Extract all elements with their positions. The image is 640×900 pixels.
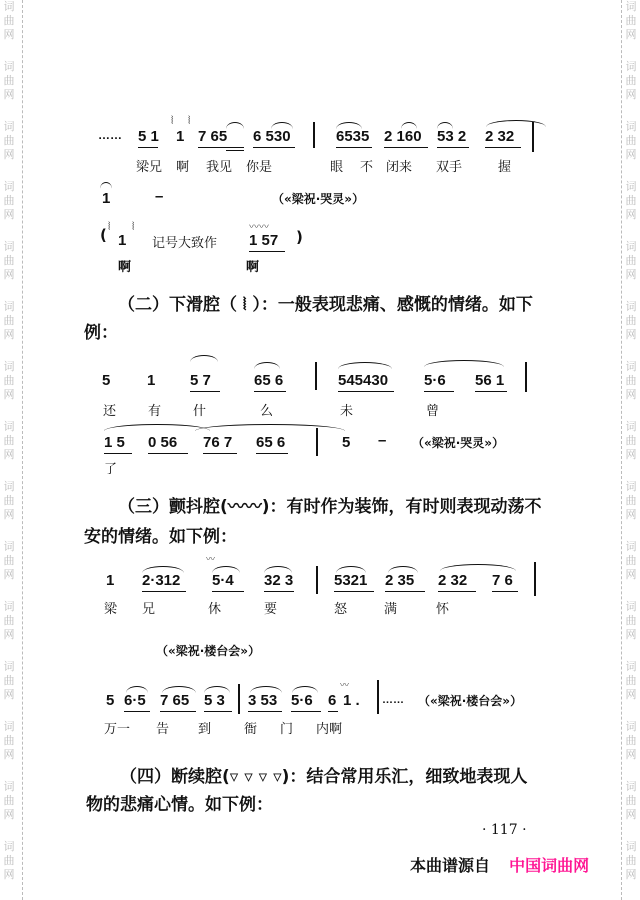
notes: 6 530: [253, 128, 291, 145]
watermark: 词 曲 网: [625, 420, 637, 461]
watermark: 词 曲 网: [625, 480, 637, 521]
watermark: 词 曲 网: [625, 0, 637, 41]
watermark: 词 曲 网: [3, 600, 15, 641]
watermark: 词 曲 网: [625, 240, 637, 281]
notes: 5 1: [138, 128, 159, 145]
wave-icon: 〰〰: [249, 222, 269, 233]
watermark: 词 曲 网: [3, 120, 15, 161]
right-margin: [621, 0, 640, 900]
watermark: 词 曲 网: [3, 420, 15, 461]
watermark: 词 曲 网: [625, 300, 637, 341]
trill-icon: ⦚: [188, 114, 191, 127]
watermark: 词 曲 网: [3, 480, 15, 521]
trill-icon: ⦚: [171, 114, 174, 127]
watermark: 词 曲 网: [3, 0, 15, 41]
notes: 1: [176, 128, 185, 145]
watermark: 词 曲 网: [625, 540, 637, 581]
trill-icon: ⦚: [108, 220, 111, 233]
ellipsis: ……: [98, 128, 122, 142]
watermark: 词 曲 网: [3, 660, 15, 701]
page-number: · 117 ·: [482, 822, 527, 838]
watermark: 词 曲 网: [3, 240, 15, 281]
watermark: 词 曲 网: [3, 60, 15, 101]
source-citation: （«梁祝·哭灵»）: [412, 436, 505, 450]
left-margin: [0, 0, 23, 900]
watermark: 词 曲 网: [625, 660, 637, 701]
notes: 53 2: [437, 128, 467, 145]
watermark: 词 曲 网: [625, 600, 637, 641]
source-citation: （«梁祝·楼台会»）: [156, 644, 261, 658]
watermark: 词 曲 网: [625, 180, 637, 221]
watermark: 词 曲 网: [625, 360, 637, 401]
trill-icon: ⦚: [132, 220, 135, 233]
wave-icon: 〰: [206, 555, 216, 565]
footer-prefix: 本曲谱源自: [410, 856, 491, 875]
watermark: 词 曲 网: [3, 720, 15, 761]
source-citation: （«梁祝·楼台会»）: [418, 694, 523, 708]
watermark: 词 曲 网: [3, 360, 15, 401]
watermark: 词 曲 网: [3, 300, 15, 341]
watermark: 词 曲 网: [3, 780, 15, 821]
watermark: 词 曲 网: [625, 120, 637, 161]
watermark: 词 曲 网: [3, 180, 15, 221]
notes: 2 32: [485, 128, 515, 145]
notes: 2 160: [384, 128, 422, 145]
watermark: 词 曲 网: [3, 840, 15, 881]
footer-credit: [410, 853, 589, 876]
watermark: 词 曲 网: [625, 840, 637, 881]
footer-site-link[interactable]: 中国词曲网: [509, 856, 590, 875]
wave-icon: 〰: [340, 681, 350, 691]
watermark: 词 曲 网: [625, 60, 637, 101]
watermark: 词 曲 网: [3, 540, 15, 581]
source-citation: （«梁祝·哭灵»）: [272, 192, 365, 206]
watermark: 词 曲 网: [625, 720, 637, 761]
notes: 6535: [336, 128, 370, 145]
notes: 7 65: [198, 128, 228, 145]
watermark: 词 曲 网: [625, 780, 637, 821]
